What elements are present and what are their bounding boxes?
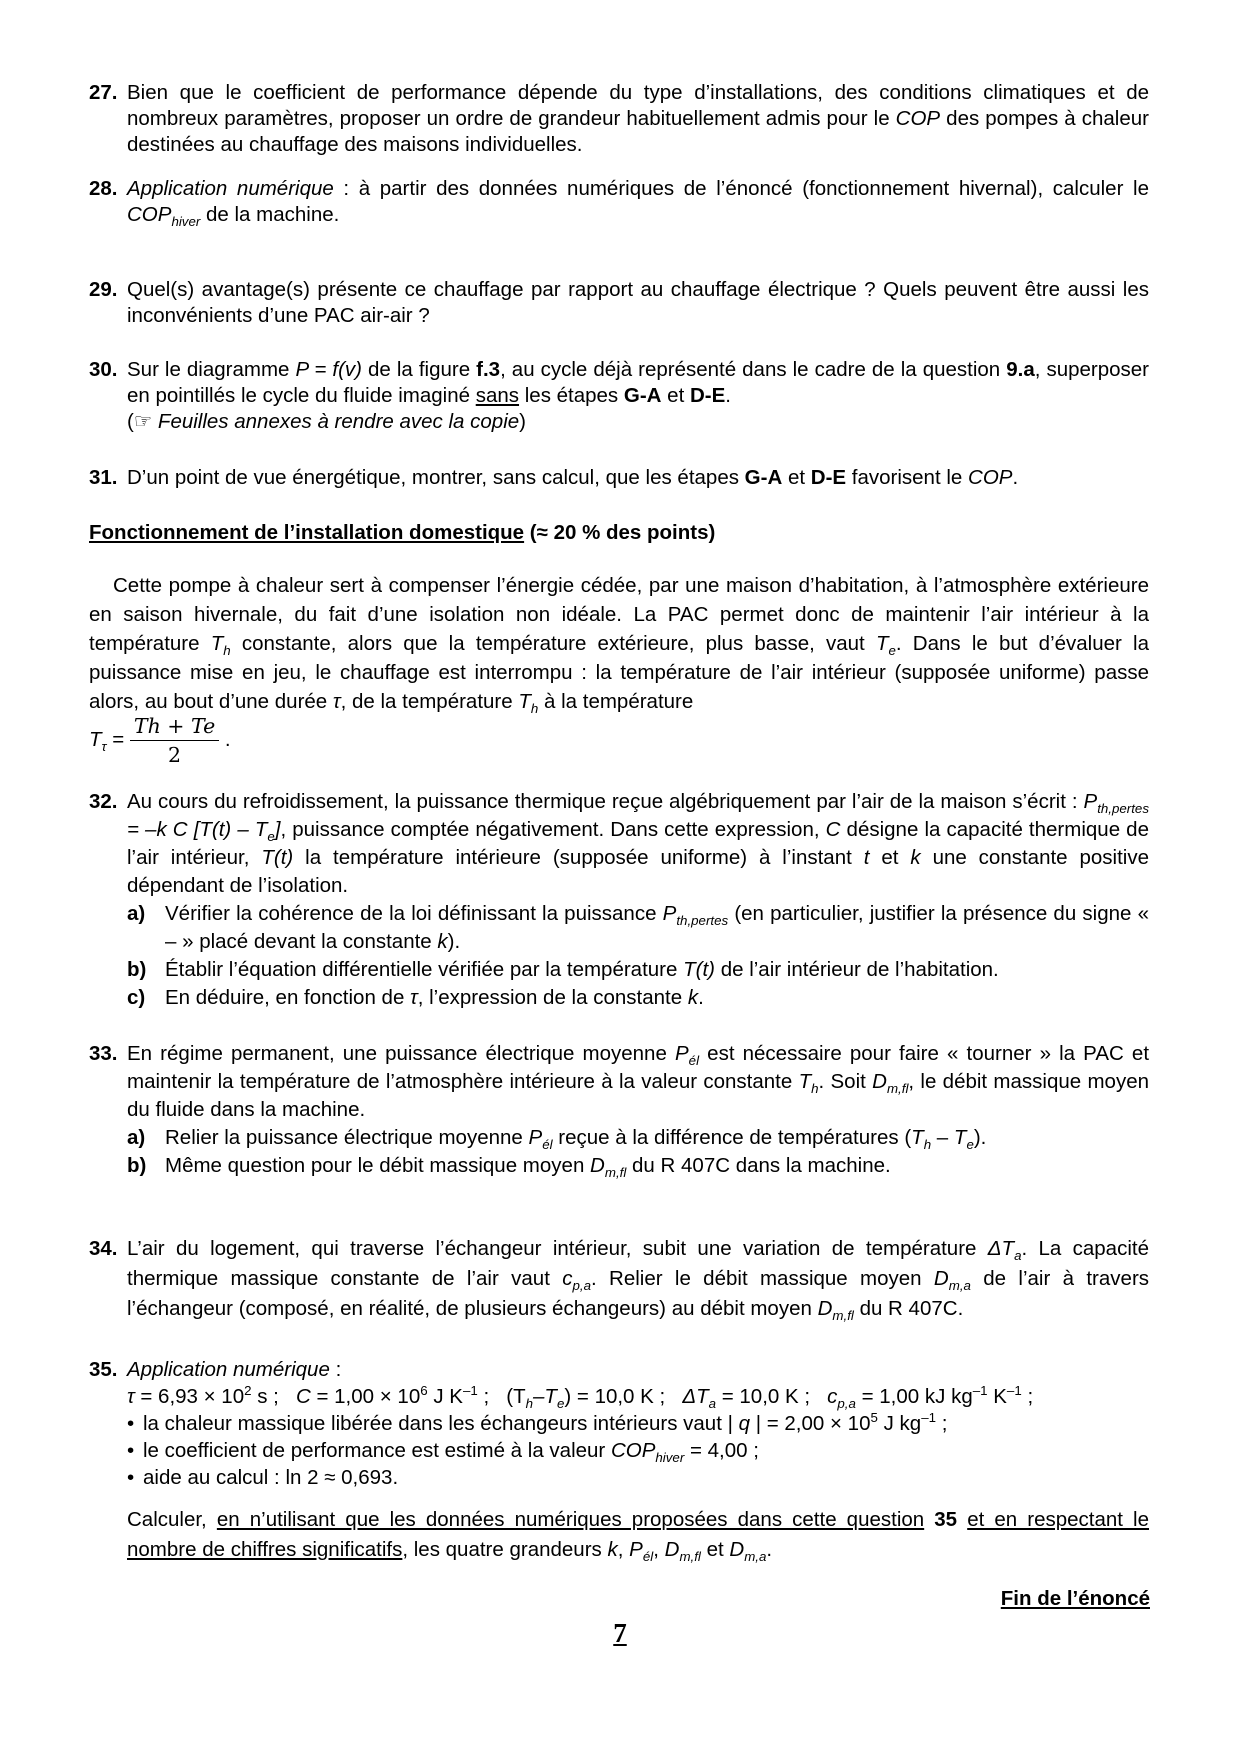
question-text: Application numérique : à partir des données numériques de l’énoncé (fonctionnement hivernal), calculer le $COP_{hiver}$ de la machine. (127, 177, 1149, 230)
t-tau-formula: $T_\tau$ = $\frac{Th + Te}{2}$ . (89, 714, 231, 767)
fraction: $\frac{Th + Te}{2}$ (130, 712, 219, 769)
question-number: 32. (89, 790, 118, 813)
question-text: Application numérique : (127, 1358, 342, 1381)
question-text: L’air du logement, qui traverse l’échangeur intérieur, subit une variation de température $\Delta T_a$. La capacité thermique massique constante de l’air vaut $c_{p,a}$. Relier le débit massique moyen $D_{m,a}$ de l’air à travers l’échangeur (composé, en réalité, de plusieurs échangeurs) au débit moyen $D_{m,fl}$ du R 407C. (127, 1237, 1150, 1324)
intro-paragraph: Cette pompe à chaleur sert à compenser l’énergie cédée, par une maison d’habitation, à l’atmosphère extérieure en saison hivernale, du fait d’une isolation non idéale. La PAC permet donc de maintenir l’air intérieur à la température $T_h$ constante, alors que la température extérieure, plus basse, vaut $T_e$. Dans le but d’évaluer la puissance mise en jeu, le chauffage est interrompu : la température de l’air intérieur (supposée uniforme) passe alors, au bout d’une durée τ, de la température $T_h$ à la température (89, 574, 1150, 717)
page-number: 7 (613, 1618, 627, 1648)
question-number: 34. (89, 1237, 118, 1260)
question-27 (89, 80, 1149, 158)
question-33b: b) Même question pour le débit massique moyen $D_{m,fl}$ du R 407C dans la machine. (127, 1154, 891, 1181)
data-line: $\tau = 6,93 \times 10^2$ s ; $C = 1,00 \times 10^6$ J $K^{-1}$ ; $(T_h-T_e) = 10,0$ K ; $\Delta T_a = 10,0$ K ; $c_{p,a} = 1,00$ kJ $kg^{-1}$ $K^{-1}$ ; (127, 1383, 1034, 1412)
list-item: • le coefficient de performance est estimé à la valeur $COP_{hiver} = 4,00$ ; (127, 1439, 759, 1466)
question-32c: c) En déduire, en fonction de τ, l’expression de la constante k. (127, 986, 704, 1009)
section-title: Fonctionnement de l’installation domestique (≈ 20 % des points) (89, 521, 716, 544)
question-29 (89, 277, 1149, 329)
question-number: 31. (89, 466, 118, 489)
list-item: • la chaleur massique libérée dans les échangeurs intérieurs vaut | q | = $2,00 \times 10^5$ J $kg^{-1}$ ; (127, 1410, 948, 1435)
question-31 (89, 465, 1149, 491)
question-text: Bien que le coefficient de performance dépende du type d’installations, des conditions climatiques et de nombreux paramètres, proposer un ordre de grandeur habituellement admis pour le COP des pompes à chaleur destinées au chauffage des maisons individuelles. (127, 81, 1149, 156)
question-33 (89, 1040, 1149, 1180)
question-number: 30. (89, 358, 118, 381)
instruction: Calculer, en n’utilisant que les données numériques proposées dans cette question 35 et en respectant le nombre de chiffres significatifs, les quatre grandeurs k, $P_{él}$, $D_{m,fl}$ et $D_{m,a}$. (127, 1508, 1150, 1565)
question-33a: a) Relier la puissance électrique moyenne $P_{él}$ reçue à la différence de températures $(T_h - T_e)$. (127, 1126, 987, 1153)
question-32b: b) Établir l’équation différentielle vérifiée par la température T(t) de l’air intérieur de l’habitation. (127, 958, 999, 981)
question-text: En régime permanent, une puissance électrique moyenne $P_{él}$ est nécessaire pour faire « tourner » la PAC et maintenir la température de l’atmosphère intérieure à la valeur constante $T_h$. Soit $D_{m,fl}$, le débit massique moyen du fluide dans la machine. (127, 1042, 1150, 1121)
question-32 (89, 788, 1149, 1012)
question-number: 29. (89, 278, 118, 301)
question-text: D’un point de vue énergétique, montrer, sans calcul, que les étapes G-A et D-E favorisent le COP. (127, 466, 1019, 489)
question-text: Quel(s) avantage(s) présente ce chauffage par rapport au chauffage électrique ? Quels peuvent être aussi les inconvénients d’une PAC air-air ? (127, 278, 1149, 327)
list-item: • aide au calcul : ln 2 ≈ 0,693. (127, 1466, 399, 1489)
question-30 (89, 357, 1149, 435)
question-28 (89, 176, 1149, 228)
question-32a: a) Vérifier la cohérence de la loi définissant la puissance $P_{th,pertes}$ (en particulier, justifier la présence du signe « – » placé devant la constante k). (127, 902, 1149, 953)
question-number: 27. (89, 81, 118, 104)
question-text: Sur le diagramme P = f(v) de la figure f.3, au cycle déjà représenté dans le cadre de la question 9.a, superposer en pointillés le cycle du fluide imaginé sans les étapes G-A et D-E. (☞ Feuilles annexes à rendre avec la copie) (127, 358, 1150, 433)
question-number: 28. (89, 177, 118, 200)
question-number: 33. (89, 1042, 118, 1065)
question-35 (89, 1356, 1149, 1565)
question-number: 35. (89, 1358, 118, 1381)
end-of-statement: Fin de l’énoncé (1000, 1587, 1150, 1610)
question-text: Au cours du refroidissement, la puissance thermique reçue algébriquement par l’air de la maison s’écrit : $P_{th,pertes} = -k$ C $[T(t) - T_e]$, puissance comptée négativement. Dans cette expression, C désigne la capacité thermique de l’air intérieur, T(t) la température intérieure (supposée uniforme) à l’instant t et k une constante positive dépendant de l’isolation. (127, 790, 1149, 897)
question-34 (89, 1234, 1149, 1324)
